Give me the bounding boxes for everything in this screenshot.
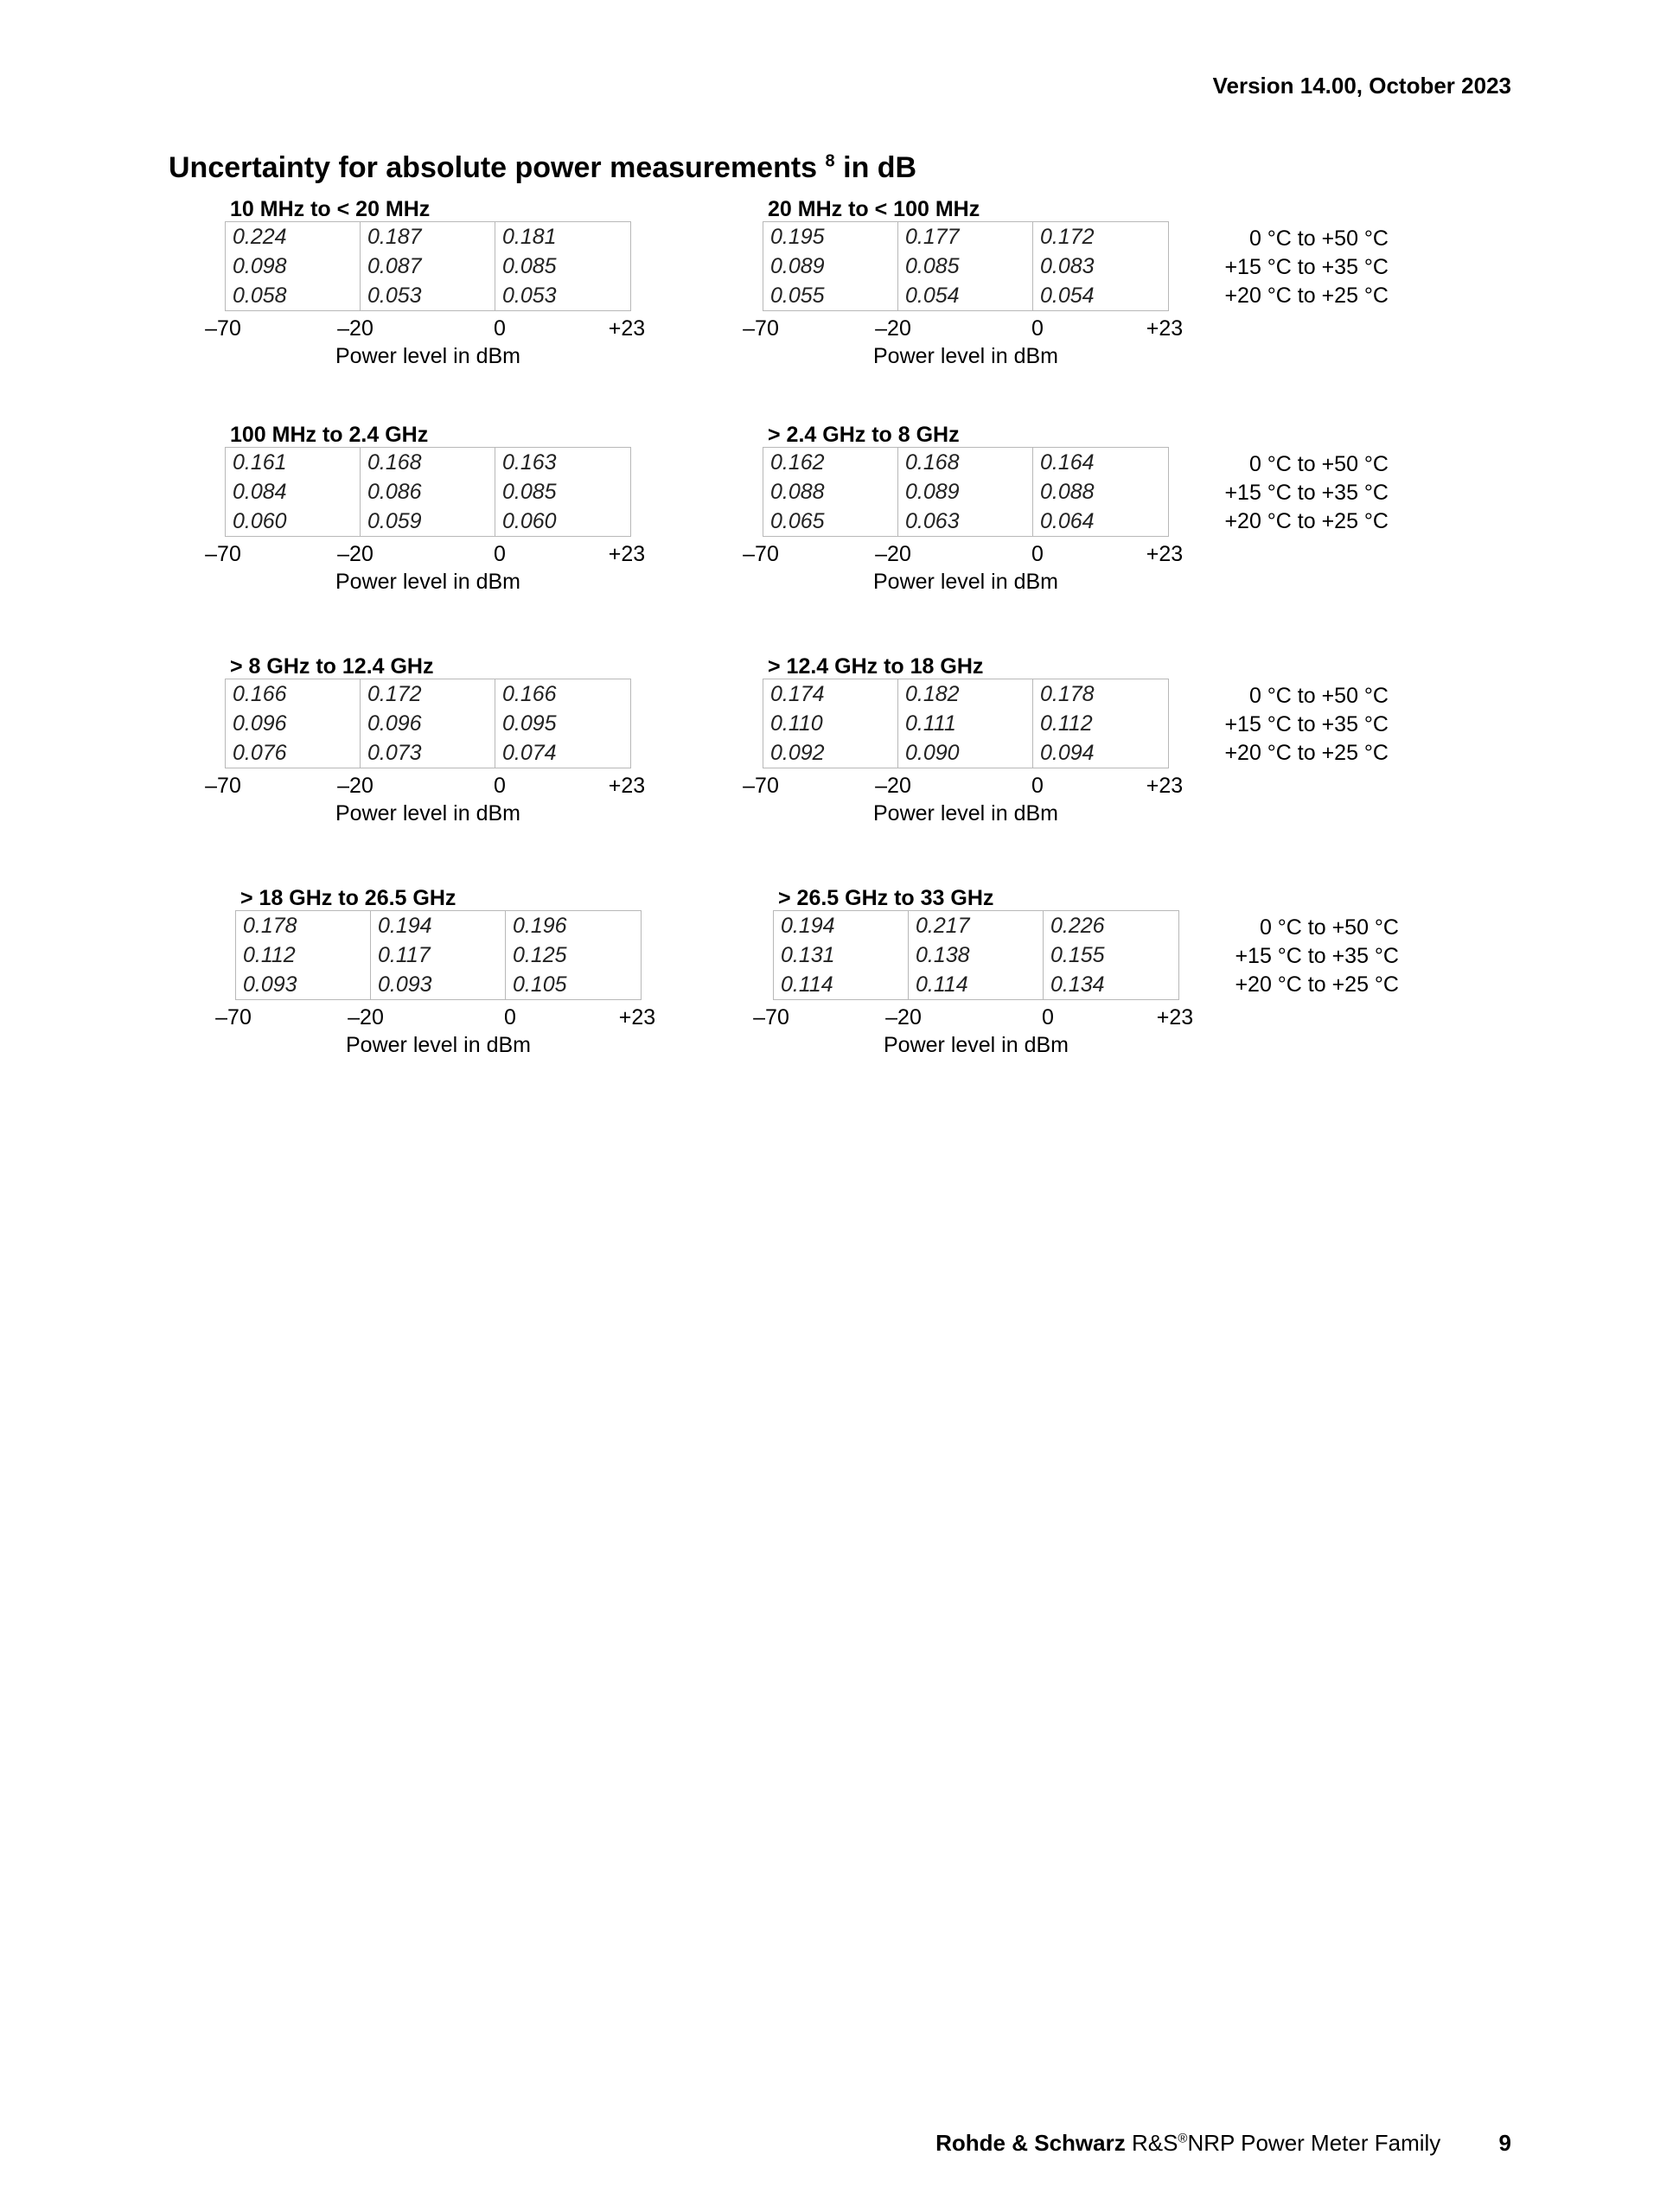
power-axis-tick: –20 — [337, 542, 374, 566]
uncertainty-cell: 0.195 — [763, 222, 898, 252]
uncertainty-grid — [225, 447, 631, 537]
uncertainty-block — [735, 423, 1219, 604]
frequency-band-title: > 26.5 GHz to 33 GHz — [778, 886, 994, 910]
uncertainty-cell: 0.083 — [1040, 254, 1095, 278]
uncertainty-cell: 0.155 — [1050, 943, 1105, 967]
uncertainty-cell: 0.164 — [1040, 450, 1095, 475]
uncertainty-cell: 0.178 — [236, 911, 371, 940]
power-axis-tick: 0 — [494, 774, 506, 798]
uncertainty-cell: 0.088 — [1040, 480, 1095, 504]
power-axis-tick: +23 — [1156, 1005, 1194, 1030]
temperature-range: 0 °C to +50 °C — [1248, 684, 1389, 708]
power-axis-tick: +23 — [608, 542, 646, 566]
power-axis-label: Power level in dBm — [873, 344, 1058, 368]
uncertainty-cell: 0.114 — [909, 970, 1044, 999]
uncertainty-grid — [763, 221, 1169, 311]
temperature-legend — [1216, 682, 1389, 768]
power-axis-tick: 0 — [1031, 316, 1044, 341]
footer-product-prefix: R&S — [1131, 2130, 1178, 2156]
power-axis-label: Power level in dBm — [335, 344, 520, 368]
power-axis-tick: +23 — [618, 1005, 656, 1030]
uncertainty-cell: 0.217 — [909, 911, 1044, 940]
power-axis-label: Power level in dBm — [873, 801, 1058, 826]
uncertainty-cell: 0.168 — [898, 448, 1033, 477]
power-axis-tick: +23 — [1146, 316, 1184, 341]
uncertainty-cell: 0.172 — [361, 679, 495, 709]
uncertainty-cell: 0.085 — [502, 254, 557, 278]
temperature-range: +15 °C to +35 °C — [1224, 255, 1389, 279]
uncertainty-block — [197, 197, 681, 379]
uncertainty-block — [208, 886, 692, 1068]
power-axis-tick: +23 — [608, 316, 646, 341]
uncertainty-cell: 0.093 — [371, 970, 506, 999]
power-axis-tick: –70 — [743, 542, 779, 566]
uncertainty-cell: 0.054 — [898, 281, 1033, 310]
uncertainty-cell: 0.125 — [513, 943, 567, 967]
uncertainty-cell: 0.064 — [1040, 509, 1095, 533]
temperature-range: 0 °C to +50 °C — [1248, 226, 1389, 251]
uncertainty-cell: 0.177 — [898, 222, 1033, 252]
uncertainty-cell: 0.131 — [774, 940, 909, 970]
power-axis-tick: 0 — [1042, 1005, 1054, 1030]
uncertainty-block — [735, 197, 1219, 379]
uncertainty-cell: 0.163 — [502, 450, 557, 475]
uncertainty-cell: 0.059 — [361, 507, 495, 536]
uncertainty-grid — [225, 221, 631, 311]
uncertainty-cell: 0.063 — [898, 507, 1033, 536]
uncertainty-cell: 0.055 — [763, 281, 898, 310]
uncertainty-cell: 0.178 — [1040, 682, 1095, 706]
temperature-range: +15 °C to +35 °C — [1235, 944, 1399, 968]
temperature-range: +20 °C to +25 °C — [1224, 284, 1389, 308]
power-axis-label: Power level in dBm — [884, 1033, 1069, 1057]
uncertainty-grid — [763, 447, 1169, 537]
uncertainty-cell: 0.166 — [226, 679, 361, 709]
temperature-range: 0 °C to +50 °C — [1248, 452, 1389, 476]
temperature-legend — [1226, 914, 1399, 999]
footnote-marker: 8 — [825, 151, 835, 171]
power-axis-tick: –70 — [205, 774, 241, 798]
uncertainty-cell: 0.112 — [236, 940, 371, 970]
uncertainty-cell: 0.112 — [1040, 711, 1093, 736]
uncertainty-cell: 0.105 — [513, 972, 567, 997]
uncertainty-block — [735, 654, 1219, 836]
uncertainty-cell: 0.073 — [361, 738, 495, 768]
uncertainty-cell: 0.084 — [226, 477, 361, 507]
power-axis-tick: –20 — [337, 316, 374, 341]
uncertainty-cell: 0.089 — [898, 477, 1033, 507]
temperature-legend — [1216, 225, 1389, 310]
uncertainty-cell: 0.054 — [1040, 284, 1095, 308]
frequency-band-title: > 8 GHz to 12.4 GHz — [230, 654, 434, 679]
uncertainty-cell: 0.089 — [763, 252, 898, 281]
uncertainty-cell: 0.090 — [898, 738, 1033, 768]
page-number: 9 — [1498, 2130, 1511, 2156]
power-axis-tick: –70 — [215, 1005, 252, 1030]
uncertainty-cell: 0.086 — [361, 477, 495, 507]
power-axis-label: Power level in dBm — [346, 1033, 531, 1057]
uncertainty-block — [197, 423, 681, 604]
power-axis-tick: –70 — [743, 316, 779, 341]
uncertainty-cell: 0.098 — [226, 252, 361, 281]
uncertainty-cell: 0.182 — [898, 679, 1033, 709]
uncertainty-cell: 0.181 — [502, 225, 557, 249]
temperature-range: +20 °C to +25 °C — [1235, 972, 1399, 997]
uncertainty-cell: 0.172 — [1040, 225, 1095, 249]
section-title-unit: in dB — [843, 151, 917, 184]
uncertainty-cell: 0.087 — [361, 252, 495, 281]
power-axis-tick: –20 — [885, 1005, 922, 1030]
uncertainty-cell: 0.096 — [226, 709, 361, 738]
power-axis-tick: –70 — [205, 542, 241, 566]
uncertainty-cell: 0.138 — [909, 940, 1044, 970]
power-axis-tick: +23 — [1146, 542, 1184, 566]
power-axis-tick: +23 — [608, 774, 646, 798]
uncertainty-cell: 0.093 — [236, 970, 371, 999]
uncertainty-cell: 0.134 — [1050, 972, 1105, 997]
uncertainty-block — [197, 654, 681, 836]
uncertainty-cell: 0.187 — [361, 222, 495, 252]
uncertainty-cell: 0.096 — [361, 709, 495, 738]
power-axis-label: Power level in dBm — [335, 570, 520, 594]
uncertainty-cell: 0.111 — [898, 709, 1033, 738]
uncertainty-cell: 0.074 — [502, 741, 557, 765]
uncertainty-cell: 0.085 — [898, 252, 1033, 281]
uncertainty-cell: 0.194 — [371, 911, 506, 940]
power-axis-tick: –70 — [753, 1005, 789, 1030]
page-footer — [935, 2130, 1511, 2157]
temperature-range: 0 °C to +50 °C — [1259, 915, 1399, 940]
uncertainty-cell: 0.162 — [763, 448, 898, 477]
uncertainty-cell: 0.095 — [502, 711, 557, 736]
uncertainty-cell: 0.053 — [502, 284, 557, 308]
uncertainty-grid — [225, 679, 631, 768]
uncertainty-cell: 0.058 — [226, 281, 361, 310]
frequency-band-title: 20 MHz to < 100 MHz — [768, 197, 980, 221]
frequency-band-title: 100 MHz to 2.4 GHz — [230, 423, 429, 447]
uncertainty-grid — [773, 910, 1179, 1000]
uncertainty-cell: 0.168 — [361, 448, 495, 477]
frequency-band-title: > 12.4 GHz to 18 GHz — [768, 654, 984, 679]
uncertainty-cell: 0.161 — [226, 448, 361, 477]
power-axis-tick: –20 — [875, 542, 911, 566]
uncertainty-block — [745, 886, 1229, 1068]
power-axis-tick: –70 — [743, 774, 779, 798]
power-axis-label: Power level in dBm — [873, 570, 1058, 594]
power-axis-tick: 0 — [494, 542, 506, 566]
uncertainty-cell: 0.065 — [763, 507, 898, 536]
footer-product: NRP Power Meter Family — [1187, 2130, 1441, 2156]
power-axis-tick: –20 — [875, 316, 911, 341]
footer-brand: Rohde & Schwarz — [935, 2130, 1126, 2156]
temperature-range: +15 °C to +35 °C — [1224, 481, 1389, 505]
uncertainty-cell: 0.053 — [361, 281, 495, 310]
version-header: Version 14.00, October 2023 — [1212, 73, 1511, 99]
power-axis-tick: –20 — [348, 1005, 384, 1030]
power-axis-tick: +23 — [1146, 774, 1184, 798]
power-axis-label: Power level in dBm — [335, 801, 520, 826]
frequency-band-title: 10 MHz to < 20 MHz — [230, 197, 431, 221]
frequency-band-title: > 18 GHz to 26.5 GHz — [240, 886, 456, 910]
uncertainty-cell: 0.174 — [763, 679, 898, 709]
power-axis-tick: –70 — [205, 316, 241, 341]
section-title — [169, 151, 916, 185]
uncertainty-cell: 0.166 — [502, 682, 557, 706]
power-axis-tick: –20 — [875, 774, 911, 798]
uncertainty-cell: 0.088 — [763, 477, 898, 507]
power-axis-tick: 0 — [1031, 774, 1044, 798]
registered-mark: ® — [1178, 2131, 1188, 2146]
uncertainty-cell: 0.094 — [1040, 741, 1095, 765]
uncertainty-grid — [235, 910, 642, 1000]
power-axis-tick: –20 — [337, 774, 374, 798]
uncertainty-cell: 0.226 — [1050, 914, 1105, 938]
power-axis-tick: 0 — [494, 316, 506, 341]
uncertainty-cell: 0.114 — [774, 970, 909, 999]
uncertainty-cell: 0.117 — [371, 940, 506, 970]
section-title-text: Uncertainty for absolute power measurements — [169, 151, 818, 184]
temperature-range: +20 °C to +25 °C — [1224, 509, 1389, 533]
uncertainty-cell: 0.196 — [513, 914, 567, 938]
power-axis-tick: 0 — [1031, 542, 1044, 566]
uncertainty-cell: 0.076 — [226, 738, 361, 768]
temperature-range: +15 °C to +35 °C — [1224, 712, 1389, 736]
uncertainty-cell: 0.060 — [502, 509, 557, 533]
uncertainty-cell: 0.085 — [502, 480, 557, 504]
uncertainty-cell: 0.060 — [226, 507, 361, 536]
power-axis-tick: 0 — [504, 1005, 516, 1030]
uncertainty-cell: 0.110 — [763, 709, 898, 738]
temperature-legend — [1216, 450, 1389, 536]
uncertainty-grid — [763, 679, 1169, 768]
uncertainty-cell: 0.092 — [763, 738, 898, 768]
uncertainty-cell: 0.224 — [226, 222, 361, 252]
temperature-range: +20 °C to +25 °C — [1224, 741, 1389, 765]
uncertainty-cell: 0.194 — [774, 911, 909, 940]
frequency-band-title: > 2.4 GHz to 8 GHz — [768, 423, 960, 447]
